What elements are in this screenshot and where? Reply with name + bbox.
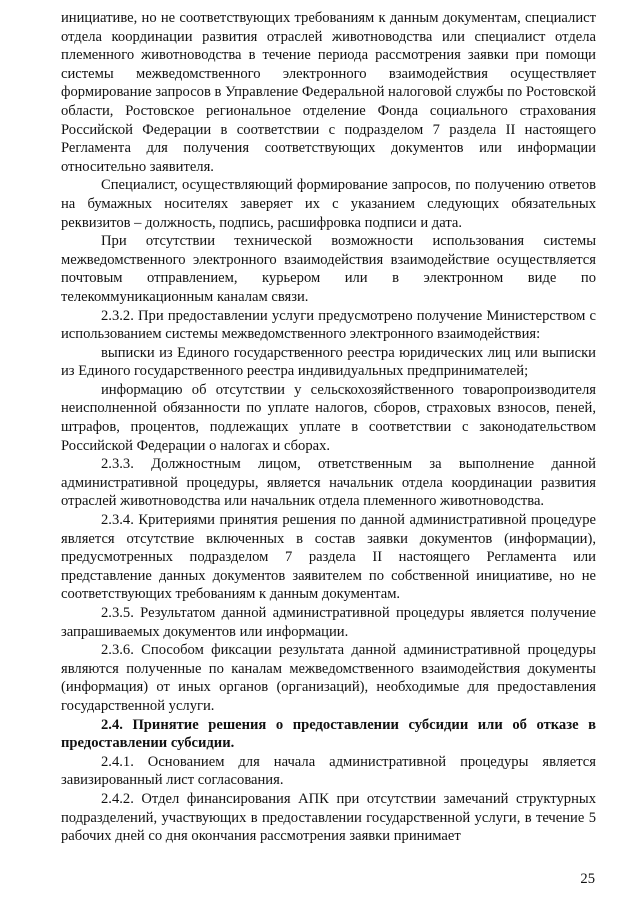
section-title: . Принятие решения о предоставлении субсидии или об отказе в предоставлении субсидии. — [61, 716, 596, 752]
paragraph-egrul-extract: выписки из Единого государственного реестра юридических лиц или выписки из Единого государственного реестра индивидуальных предпринимателей; — [61, 344, 596, 380]
paragraph-tax-info: информацию об отсутствии у сельскохозяйственного товаропроизводителя неисполненной обязанности по уплате налогов, сборов, страховых взносов, пеней, штрафов, процентов, подлежащих уплате в соответствии с законодательством Российской Федерации о налогах и сборах. — [61, 381, 596, 454]
page-number: 25 — [580, 871, 595, 887]
paragraph-2-3-6: 2.3.6. Способом фиксации результата данной административной процедуры являются полученные по каналам межведомственного взаимодействия документы (информация) от иных органов (организаций), необходимые для предоставления государственной услуги. — [61, 642, 596, 714]
paragraph-2-4-1: 2.4.1. Основанием для начала административной процедуры является завизированный лист согласования. — [61, 753, 596, 789]
document-body — [61, 9, 596, 846]
paragraph-2-3-5: 2.3.5. Результатом данной административной процедуры является получение запрашиваемых документов или информации. — [61, 605, 596, 640]
section-number: 2.4 — [101, 716, 120, 733]
paragraph-2-3-4: 2.3.4. Критериями принятия решения по данной административной процедуре является отсутствие включенных в состав заявки документов (информации), предусмотренных подразделом 7 раздела II настоящего Регламента или представление данных документов заявителем по собственной инициативе, но не соответствующих требованиям к данным документам. — [61, 512, 596, 603]
section-heading-2-4 — [61, 716, 596, 753]
paragraph-2-4-2: 2.4.2. Отдел финансирования АПК при отсутствии замечаний структурных подразделений, участвующих в предоставлении государственной услуги, в течение 5 рабочих дней со дня окончания рассмотрения заявки принимает — [61, 790, 596, 845]
paragraph-no-technical-capability: При отсутствии технической возможности использования системы межведомственного электронного взаимодействия взаимодействие осуществляется почтовым отправлением, курьером или в электронном виде по телекоммуникационным каналам связи. — [61, 233, 596, 305]
paragraph-2-3-2: 2.3.2. При предоставлении услуги предусмотрено получение Министерством с использованием системы межведомственного электронного взаимодействия: — [61, 307, 596, 343]
paragraph-2-3-3: 2.3.3. Должностным лицом, ответственным за выполнение данной административной процедуры, является начальник отдела координации развития отраслей животноводства или начальник отдела племенного животноводства. — [61, 456, 596, 510]
paragraph-continuation: инициативе, но не соответствующих требованиям к данным документам, специалист отдела координации развития отраслей животноводства или специалист отдела племенного животноводства в течение периода рассмотрения заявки при помощи системы межведомственного электронного взаимодействия осуществляет формирование запросов в Управление Федеральной налоговой службы по Ростовской области, Ростовское региональное отделение Фонда социального страхования Российской Федерации в соответствии с подразделом 7 раздела II настоящего Регламента для получения соответствующих документов или информации относительно заявителя. — [61, 10, 596, 175]
paragraph-specialist-responses: Специалист, осуществляющий формирование запросов, по получению ответов на бумажных носителях заверяет их с указанием следующих обязательных реквизитов – должность, подпись, расшифровка подписи и дата. — [61, 177, 596, 231]
